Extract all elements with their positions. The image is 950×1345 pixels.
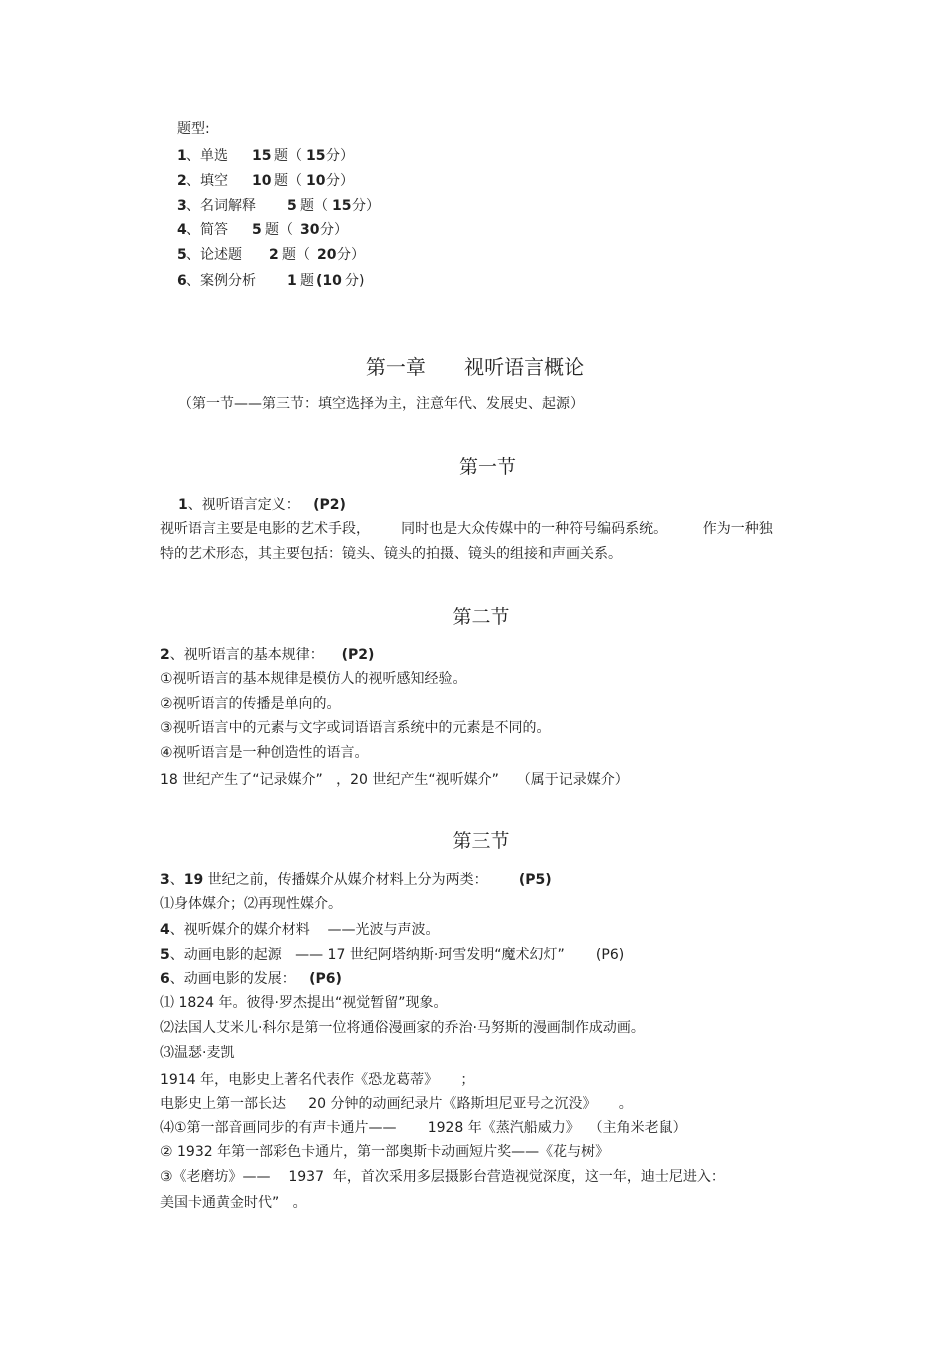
question-6 [160,970,342,988]
question-3-text: 世纪之前，传播媒介从媒介材料上分为两类： [203,872,519,888]
question-2 [160,646,374,664]
question-type-number: 6 [177,273,187,289]
question-type-count: 5 [287,198,297,214]
question-type-score: (10 [316,273,342,289]
section-2-title: 第二节 [452,606,510,628]
question-type-name: 、单选 [186,148,228,164]
question-3-year: 19 [183,872,204,888]
question-type-unit: 题（ [274,173,302,189]
question-1 [178,496,346,514]
question-type-tail: 分） [326,173,354,189]
question-type-tail: 分） [352,198,380,214]
chapter-note: （第一节——第三节：填空选择为主，注意年代、发展史、起源） [178,396,584,412]
history-line: ⑷①第一部音画同步的有声卡通片—— 1928 年《蒸汽船威力》 （主角米老鼠） [160,1120,687,1136]
question-type-score: 15 [332,198,352,214]
section-3-title: 第三节 [452,830,510,852]
question-2-page: (P2) [341,647,375,663]
question-type-tail: 分） [326,148,354,164]
question-1-page: (P2) [313,497,346,513]
history-line: ② 1932 年第一部彩色卡通片，第一部奥斯卡动画短片奖——《花与树》 [160,1144,610,1160]
question-type-count: 15 [252,148,272,164]
question-4-number: 4 [160,922,170,938]
question-type-score: 10 [306,173,326,189]
history-line: 1914 年，电影史上著名代表作《恐龙葛蒂》 ； [160,1072,475,1088]
question-type-tail: 分) [345,273,365,289]
question-type-count: 2 [269,247,279,263]
question-type-unit: 题（ [274,148,302,164]
question-type-unit: 题（ [265,222,293,238]
question-6-text: 、动画电影的发展： [169,971,310,987]
question-type-number: 4 [177,222,187,238]
rule-point: ②视听语言的传播是单向的。 [160,696,341,712]
question-type-score: 15 [306,148,326,164]
question-3 [160,871,552,889]
rule-point: ③视听语言中的元素与文字或词语语言系统中的元素是不同的。 [160,720,551,736]
history-line: ③《老磨坊》—— 1937 年，首次采用多层摄影台营造视觉深度，这一年，迪士尼进入： [160,1169,725,1185]
question-3-answer: ⑴身体媒介；⑵再现性媒介。 [160,896,342,912]
rule-point: ④视听语言是一种创造性的语言。 [160,745,369,761]
history-line: ⑵法国人艾米儿·科尔是第一位将通俗漫画家的乔治·马努斯的漫画制作成动画。 [160,1020,645,1036]
question-type-number: 1 [177,148,187,164]
section-1-body-line-1: 视听语言主要是电影的艺术手段， 同时也是大众传媒中的一种符号编码系统。 作为一种独 [160,521,773,537]
question-4 [160,921,440,939]
rule-point: ①视听语言的基本规律是模仿人的视听感知经验。 [160,671,467,687]
question-3-number: 3 [160,872,170,888]
history-line: ⑴ 1824 年。彼得·罗杰提出“视觉暂留”现象。 [160,995,448,1011]
question-3-separator: 、 [169,872,184,888]
question-6-number: 6 [160,971,170,987]
question-5 [160,946,624,964]
question-type-count: 10 [252,173,272,189]
question-types-heading: 题型: [177,121,210,137]
question-type-unit: 题（ [282,247,310,263]
question-type-number: 3 [177,198,187,214]
question-type-number: 5 [177,247,187,263]
question-type-score: 30 [300,222,320,238]
question-type-tail: 分） [320,222,348,238]
question-type-name: 、简答 [186,222,228,238]
question-type-count: 5 [252,222,262,238]
media-line: 18 世纪产生了“记录媒介” ，20 世纪产生“视听媒介” （属于记录媒介） [160,772,629,788]
question-type-name: 、名词解释 [186,198,256,214]
history-line: ⑶温瑟·麦凯 [160,1045,235,1061]
section-1-body-line-2: 特的艺术形态，其主要包括：镜头、镜头的拍摄、镜头的组接和声画关系。 [160,546,622,562]
history-line: 美国卡通黄金时代” 。 [160,1195,307,1211]
question-type-unit: 题 [300,273,314,289]
chapter-title: 第一章 视听语言概论 [365,355,585,379]
question-type-number: 2 [177,173,187,189]
section-1-title: 第一节 [458,456,516,478]
question-type-unit: 题（ [300,198,328,214]
history-line: 电影史上第一部长达 20 分钟的动画纪录片《路斯坦尼亚号之沉没》 。 [160,1096,633,1112]
question-type-tail: 分） [337,247,365,263]
question-type-name: 、案例分析 [186,273,256,289]
question-type-score: 20 [317,247,337,263]
question-type-name: 、填空 [186,173,228,189]
question-1-text: 、视听语言定义： [187,497,314,513]
question-5-number: 5 [160,947,170,963]
question-1-number: 1 [178,497,188,513]
question-type-name: 、论述题 [186,247,242,263]
question-type-count: 1 [287,273,297,289]
question-4-text: 、视听媒介的媒介材料 ——光波与声波。 [169,922,440,938]
question-2-text: 、视听语言的基本规律： [169,647,342,663]
question-2-number: 2 [160,647,170,663]
question-6-page: (P6) [309,971,342,987]
question-3-page: (P5) [518,872,552,888]
question-5-text: 、动画电影的起源 —— 17 世纪阿塔纳斯·珂雪发明“魔术幻灯” (P6) [169,947,625,963]
